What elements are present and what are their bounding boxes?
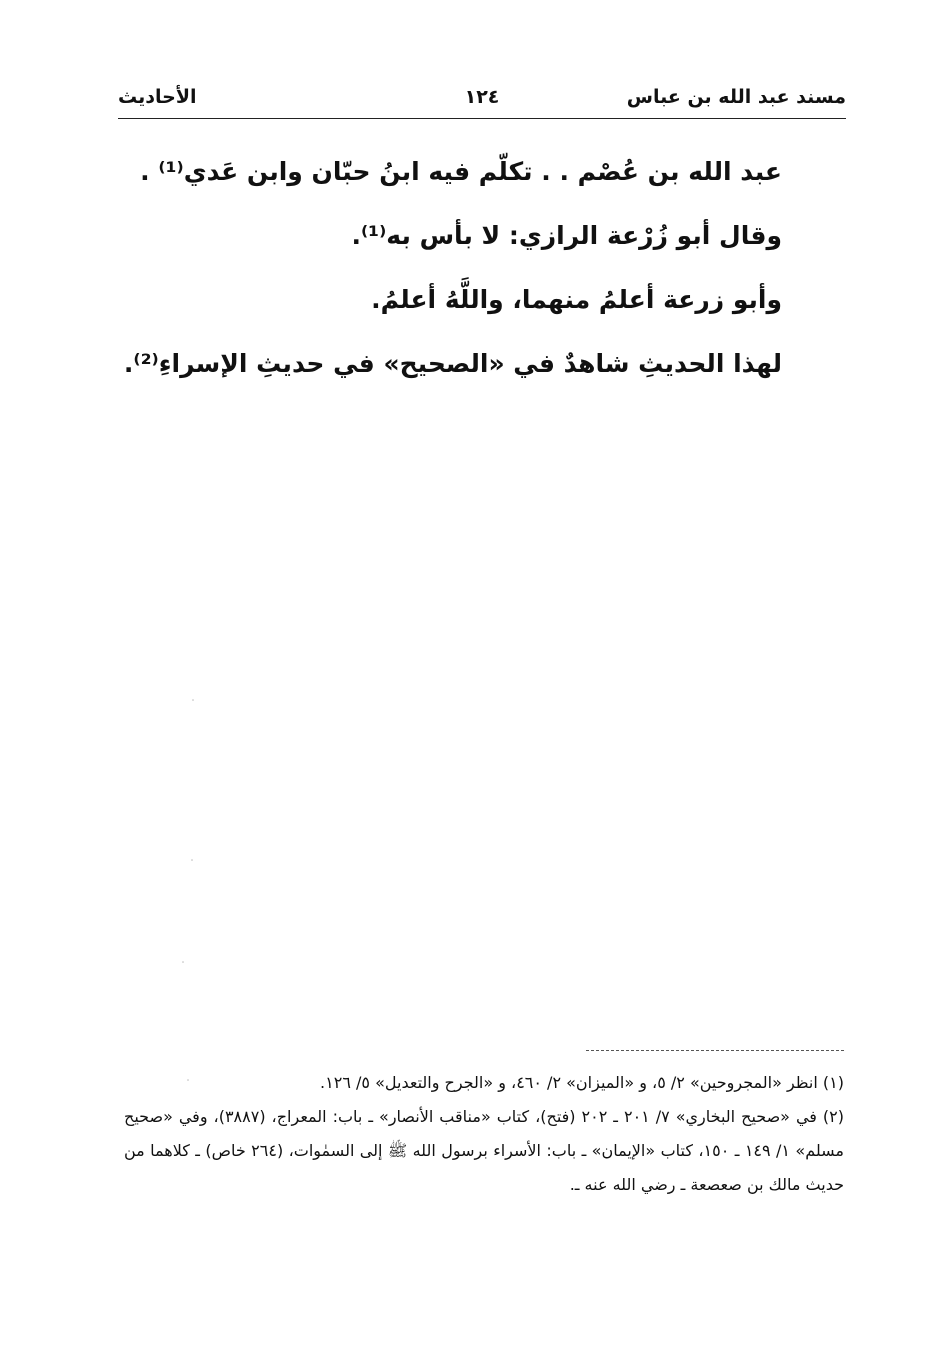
text-line: وقال أبو زُرْعة الرازي: لا بأس به⁽¹⁾. bbox=[351, 221, 782, 250]
footnote-separator bbox=[586, 1050, 844, 1051]
footnote-1: (١) انظر «المجروحين» ٢/ ٥، و «الميزان» ٢/ ٤٦٠، و «الجرح والتعديل» ٥/ ١٢٦. bbox=[320, 1073, 844, 1092]
footnote-2: (٢) في «صحيح البخاري» ٧/ ٢٠١ ـ ٢٠٢ (فتح)، كتاب «مناقب الأنصار» ـ باب: المعراج، (٣٨٨٧)، وفي «صحيح مسلم» ١/ ١٤٩ ـ ١٥٠، كتاب «الإيمان» ـ باب: الأسراء برسول الله ﷺ إلى السمٰوات، (٢٦٤ خاص) ـ كلاهما من حديث مالك بن صعصعة ـ رضي الله عنه ـ. bbox=[124, 1107, 845, 1194]
main-text bbox=[123, 140, 782, 396]
text-line: لهذا الحديثِ شاهدٌ في «الصحيح» في حديثِ الإسراءِ⁽²⁾. bbox=[123, 349, 782, 378]
section-title: الأحاديث bbox=[118, 86, 197, 108]
running-title: مسند عبد الله بن عباس bbox=[626, 86, 846, 108]
text-line: عبد الله بن عُصْم . . تكلّم فيه ابنُ حبّان وابن عَدي⁽¹⁾ . bbox=[140, 157, 782, 186]
text-line: وأبو زرعة أعلمُ منهما، واللَّهُ أعلمُ. bbox=[371, 285, 782, 314]
page-header bbox=[118, 82, 846, 119]
footnotes bbox=[124, 1066, 844, 1202]
page-number: ١٢٤ bbox=[464, 86, 500, 108]
